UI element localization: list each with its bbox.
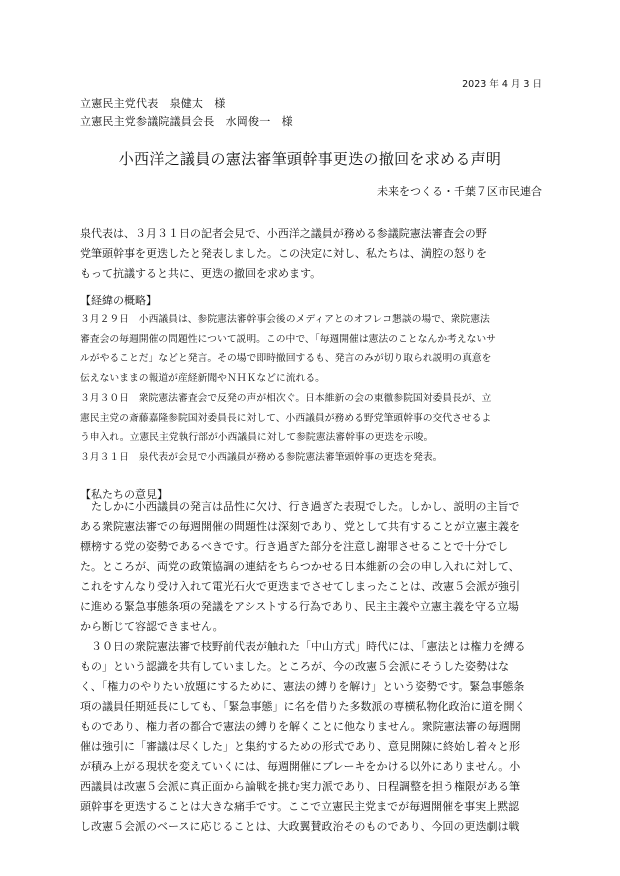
recipient-caucus-chair: 立憲民主党参議院議員会長 水岡俊一 様 bbox=[80, 115, 293, 128]
document-date: 2023 年 4 月 3 日 bbox=[462, 79, 542, 90]
document-title: 小西洋之議員の憲法審筆頭幹事更迭の撤回を求める声明 bbox=[118, 150, 502, 168]
sender-organization: 未来をつくる・千葉７区市民連合 bbox=[377, 185, 542, 198]
recipient-party-leader: 立憲民主党代表 泉健太 様 bbox=[80, 97, 226, 110]
opinion-body: たしかに小西議員の発言は品性に欠け、行き過ぎた表現でした。しかし、説明の主旨で ある衆院憲法審での毎週開催の問題性は深刻であり、党として共有することが立憲主義を 標榜する党の姿勢であるべきです。行き過ぎた部分を注意し謝罪させることで十分でし た。ところが、両党の政策協調の連結をちらつかせる日本維新の会の申し入れに対して、 これをすんなり受け入れて電光石火で更迭までさせてしまったことは、改憲５会派が強引 に進める緊急事態条項の発議をアシストする行為であり、民主主義や立憲主義を守る立場 から断じて容認できません。 ３０日の衆院憲法審で枝野前代表が触れた「中山方式」時代には、「憲法とは権力を縛る もの」という認識を共有していました。ところが、今の改憲５会派にそうした姿勢はな く、「権力のやりたい放題にするために、憲法の縛りを解け」という姿勢です。緊急事態条 項の議員任期延長にしても、「緊急事態」に名を借りた多数派の専横私物化政治に道を開く ものであり、権力者の都合で憲法の縛りを解くことに他なりません。衆院憲法審の毎週開 催は強引に「審議は尽くした」と集約するための形式であり、意見開陳に終始し着々と形 が積み上がる現状を変えていくには、毎週開催にブレーキをかける以外にありません。小 西議員は改憲５会派に真正面から論戦を挑む実力派であり、日程調整を担う権限がある筆 頭幹事を更迭することは大きな痛手です。ここで立憲民主党までが毎週開催を事実上黙認 し改憲５会派のベースに応じることは、大政翼賛政治そのものであり、今回の更迭劇は戦 bbox=[80, 500, 526, 833]
intro-paragraph: 泉代表は、３月３１日の記者会見で、小西洋之議員が務める参議院憲法審査会の野 党筆頭幹事を更迭したと発表しました。この決定に対し、私たちは、満腔の怒りを もって抗議すると共に、更迭の撤回を求めます。 bbox=[80, 227, 487, 280]
opinion-heading: 【私たちの意見】 bbox=[80, 488, 168, 501]
background-heading: 【経緯の概略】 bbox=[80, 294, 157, 307]
background-timeline: ３月２９日 小西議員は、参院憲法審幹事会後のメディアとのオフレコ懇談の場で、衆院憲法 審査会の毎週開催の問題性について説明。この中で、「毎週開催は憲法のことなんか考えないサ ルがやることだ」などと発言。その場で即時撤回するも、発言のみが切り取られ説明の真意を 伝えないままの報道が産経新聞やＮＨＫなどに流れる。 ３月３０日 衆院憲法審査会で反発の声が相次ぐ。日本維新の会の東徹参院国対委員長が、立 憲民主党の斎藤嘉隆参院国対委員長に対して、小西議員が務める野党筆頭幹事の交代させるよ う申入れ。立憲民主党執行部が小西議員に対して参院憲法審幹事の更迭を示唆。 ３月３１日 泉代表が会見で小西議員が務める参院憲法審筆頭幹事の更迭を発表。 bbox=[80, 314, 496, 463]
